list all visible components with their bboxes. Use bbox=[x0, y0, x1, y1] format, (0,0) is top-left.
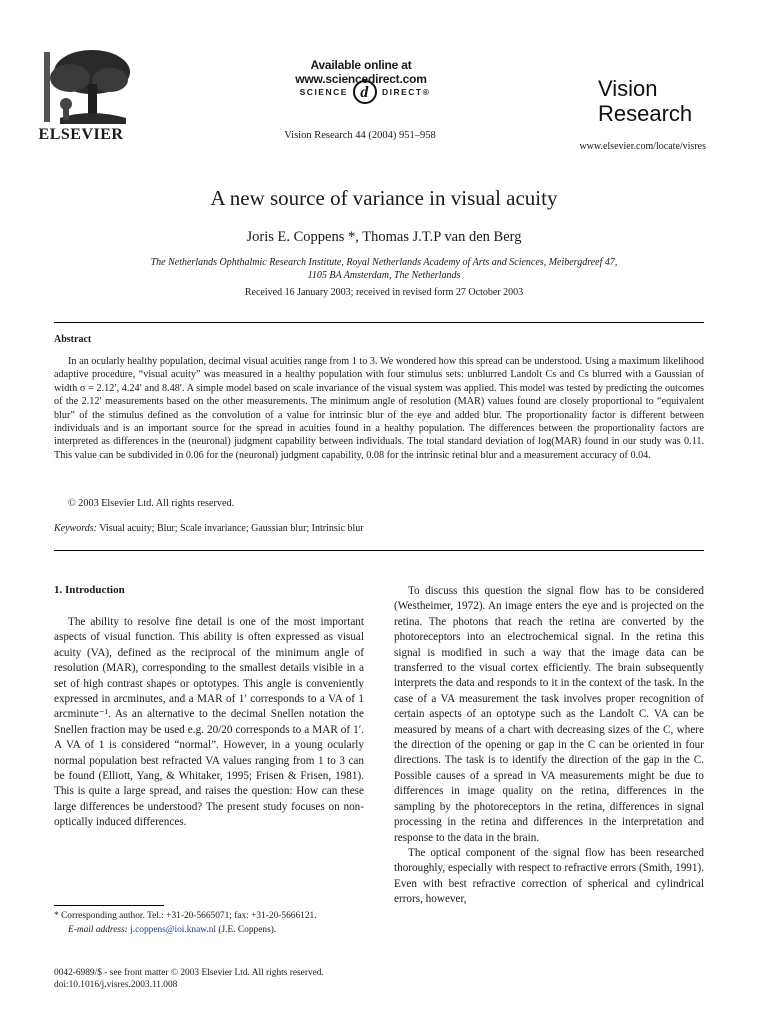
journal-citation: Vision Research 44 (2004) 951–958 bbox=[284, 130, 436, 141]
article-title: A new source of variance in visual acuity bbox=[210, 186, 558, 210]
received-dates: Received 16 January 2003; received in revised form 27 October 2003 bbox=[244, 287, 524, 298]
footnote-corresponding: * Corresponding author. Tel.: +31-20-5665071; fax: +31-20-5666121. bbox=[54, 911, 317, 921]
affiliation bbox=[110, 256, 658, 282]
journal-name-line1: Vision bbox=[598, 76, 658, 101]
affiliation-line1: The Netherlands Ophthalmic Research Institute, Royal Netherlands Academy of Arts and Sciences, Meibergdreef 47, bbox=[150, 257, 618, 268]
intro-paragraph-2: To discuss this question the signal flow has to be considered (Westheimer, 1972). An image enters the eye and is projected on the retina. The photons that reach the retina are converted by the photoreceptors into an electrochemical signal. In the retina this signal is modified in such a way that the image data can be transferred to the visual cortex efficiently. The brain subsequently interprets the data and responds to it in the context of the task. In the case of a VA measurement the task involves proper recognition of certain aspects of an optotype such as the Landolt C. VA can be measured by means of a chart with decreasing sizes of the C, where the direction of the opening or gap in the C can be oriented in four directions. The task is to identify the direction of the gap in the C. Possible causes of a spread in VA measurements might be due to differences in image quality on the retina, differences in the sampling by the photoreceptors in the retina, differences in signal processing in the retina and differences in the interpretation and response to the data in the brain. bbox=[394, 585, 704, 844]
abstract-heading: Abstract bbox=[54, 334, 92, 345]
abstract-copyright: © 2003 Elsevier Ltd. All rights reserved. bbox=[68, 498, 235, 509]
front-matter-doi: doi:10.1016/j.visres.2003.11.008 bbox=[54, 980, 178, 991]
email-label: E-mail address: bbox=[68, 924, 131, 935]
affiliation-line2: 1105 BA Amsterdam, The Netherlands bbox=[307, 270, 461, 281]
article-authors: Joris E. Coppens *, Thomas J.T.P van den Berg bbox=[246, 229, 522, 245]
footnote-rule bbox=[54, 905, 164, 906]
available-online-text: Available online at www.sciencedirect.com bbox=[295, 58, 427, 86]
tree-icon bbox=[40, 48, 136, 126]
front-matter bbox=[54, 967, 324, 992]
sd-right-text: DIRECT® bbox=[381, 87, 431, 97]
svg-text:d: d bbox=[360, 84, 370, 101]
abstract-body bbox=[54, 355, 704, 462]
intro-paragraph-1: The ability to resolve fine detail is one of the most important aspects of visual function. This ability is often expressed as visual acuity (VA), defined as the reciprocal of the minimum angle of resolution (MAR), corresponding to the smallest details visible in a set of high contrast shapes or optotypes. This angle is conveniently expressed in arcminutes, and a MAR of 1′ corresponds to a VA of 1 arcminute⁻¹. As an alternative to the decimal Snellen notation the Snellen fraction may be used e.g. 20/20 corresponds to a MAR of 1′. A VA of 1 is considered “normal”. However, in a young ocularly normal population best refracted VA values ranging from 1 to 3 can be found (Elliott, Yang, & Whitaker, 1995; Frisen & Frisen, 1981). This is quite a large spread, and raises the question: How can these large differences be understood? The present study focuses on non-optically induced differences. bbox=[54, 616, 364, 829]
left-column bbox=[54, 615, 364, 831]
front-matter-issn: 0042-6989/$ - see front matter © 2003 Elsevier Ltd. All rights reserved. bbox=[54, 968, 324, 978]
keywords-text: Visual acuity; Blur; Scale invariance; Gaussian blur; Intrinsic blur bbox=[96, 523, 364, 534]
sciencedirect-d-icon bbox=[352, 79, 378, 105]
keywords bbox=[54, 523, 704, 534]
journal-url[interactable]: www.elsevier.com/locate/visres bbox=[579, 141, 706, 152]
divider-bottom bbox=[54, 550, 704, 551]
footnote bbox=[54, 910, 364, 937]
intro-paragraph-3: The optical component of the signal flow has been researched thoroughly, especially with respect to refractive errors (Smith, 1991). Even with best refractive correction of spherical and cylindrical errors, however, bbox=[394, 846, 704, 906]
journal-name bbox=[598, 76, 692, 126]
abstract-text: In an ocularly healthy population, decimal visual acuities range from 1 to 3. We wondered how this spread can be understood. Using a maximum likelihood adaptive procedure, “visual acuity” was measured in a healthy population with four stimulus sets: unblurred Landolt Cs and Cs blurred with a Gaussian of width σ = 2.12′, 4.24′ and 8.48′. A simple model based on scale invariance of the visual system was applied. This model was tested by predicting the outcomes of the 2.12′ measurements based on the other measurements. The minimum angle of resolution (MAR) values found are closely proportional to “equivalent blur” of the stimulus defined as the convolution of a value for intrinsic blur of the eye and added blur. The proportionality factor is different between individuals and is an important source for the spread in acuities found in a healthy population. The differences between the proportionality factors are interpreted as differences in the (neuronal) judgment capability between individuals. The total standard deviation of log(MAR) found in our study was 0.11. This value can be subdivided in 0.06 for the (neuronal) judgment capability, 0.08 for the intrinsic retinal blur and a measurement accuracy of 0.04. bbox=[54, 356, 704, 461]
email-link[interactable]: j.coppens@ioi.knaw.nl bbox=[130, 924, 217, 935]
keywords-label: Keywords: bbox=[54, 523, 97, 534]
right-column bbox=[394, 584, 704, 908]
sd-left-text: SCIENCE bbox=[299, 87, 348, 97]
email-suffix: (J.E. Coppens). bbox=[216, 924, 277, 935]
sciencedirect-logo bbox=[285, 80, 445, 104]
section-heading-introduction: 1. Introduction bbox=[54, 584, 125, 596]
journal-name-line2: Research bbox=[598, 101, 693, 126]
footnote-email bbox=[54, 924, 364, 938]
publisher-name: ELSEVIER bbox=[38, 126, 124, 143]
divider-top bbox=[54, 322, 704, 323]
